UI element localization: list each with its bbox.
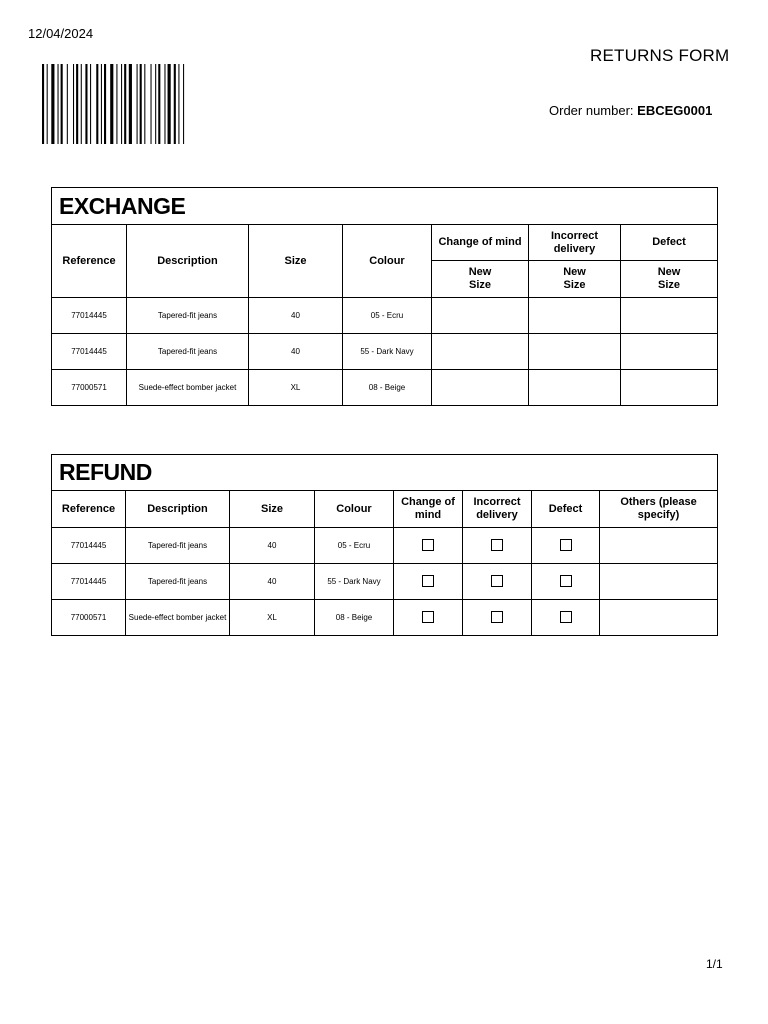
exchange-col-defect: Defect — [621, 225, 718, 261]
table-row — [52, 334, 718, 370]
row-colour: 08 - Beige — [315, 600, 394, 636]
incorrect-delivery-checkbox[interactable] — [491, 611, 503, 623]
change-of-mind-checkbox[interactable] — [422, 539, 434, 551]
exchange-table — [51, 187, 718, 406]
incorrect-delivery-cell — [463, 600, 532, 636]
exchange-new-size-label: New Size — [432, 261, 529, 298]
row-reference: 77014445 — [52, 298, 127, 334]
row-size: XL — [249, 370, 343, 406]
change-of-mind-cell — [394, 600, 463, 636]
defect-cell — [532, 528, 600, 564]
row-description: Suede-effect bomber jacket — [127, 370, 249, 406]
new-size-defect-field[interactable] — [621, 298, 718, 334]
others-field[interactable] — [600, 528, 718, 564]
page-number: 1/1 — [706, 957, 723, 971]
table-row — [52, 600, 718, 636]
exchange-col-reference: Reference — [52, 225, 127, 298]
table-row — [52, 528, 718, 564]
exchange-col-description: Description — [127, 225, 249, 298]
incorrect-delivery-cell — [463, 528, 532, 564]
exchange-new-size-label: New Size — [529, 261, 621, 298]
row-colour: 05 - Ecru — [343, 298, 432, 334]
refund-table — [51, 454, 718, 636]
table-row — [52, 564, 718, 600]
change-of-mind-checkbox[interactable] — [422, 611, 434, 623]
incorrect-delivery-checkbox[interactable] — [491, 575, 503, 587]
refund-col-others: Others (please specify) — [600, 491, 718, 528]
defect-cell — [532, 564, 600, 600]
defect-checkbox[interactable] — [560, 539, 572, 551]
row-reference: 77014445 — [52, 334, 127, 370]
exchange-col-size: Size — [249, 225, 343, 298]
refund-col-size: Size — [230, 491, 315, 528]
refund-col-defect: Defect — [532, 491, 600, 528]
table-row — [52, 370, 718, 406]
row-size: XL — [230, 600, 315, 636]
order-number-value: EBCEG0001 — [637, 103, 713, 118]
row-size: 40 — [230, 564, 315, 600]
defect-checkbox[interactable] — [560, 575, 572, 587]
row-colour: 55 - Dark Navy — [343, 334, 432, 370]
row-size: 40 — [230, 528, 315, 564]
row-reference: 77000571 — [52, 370, 127, 406]
row-size: 40 — [249, 298, 343, 334]
others-field[interactable] — [600, 564, 718, 600]
new-size-incorrect-delivery-field[interactable] — [529, 298, 621, 334]
row-size: 40 — [249, 334, 343, 370]
refund-col-change-of-mind: Change of mind — [394, 491, 463, 528]
refund-col-description: Description — [126, 491, 230, 528]
new-size-incorrect-delivery-field[interactable] — [529, 370, 621, 406]
exchange-new-size-label: New Size — [621, 261, 718, 298]
exchange-col-colour: Colour — [343, 225, 432, 298]
row-description: Suede-effect bomber jacket — [126, 600, 230, 636]
row-description: Tapered-fit jeans — [127, 334, 249, 370]
refund-col-reference: Reference — [52, 491, 126, 528]
refund-col-colour: Colour — [315, 491, 394, 528]
refund-title: REFUND — [52, 455, 718, 491]
refund-col-incorrect-delivery: Incorrect delivery — [463, 491, 532, 528]
row-description: Tapered-fit jeans — [127, 298, 249, 334]
new-size-change-of-mind-field[interactable] — [432, 334, 529, 370]
exchange-title: EXCHANGE — [52, 188, 718, 225]
table-row — [52, 298, 718, 334]
print-date: 12/04/2024 — [28, 26, 94, 41]
new-size-change-of-mind-field[interactable] — [432, 370, 529, 406]
row-description: Tapered-fit jeans — [126, 564, 230, 600]
row-reference: 77000571 — [52, 600, 126, 636]
others-field[interactable] — [600, 600, 718, 636]
barcode-icon — [42, 64, 222, 144]
row-reference: 77014445 — [52, 564, 126, 600]
new-size-incorrect-delivery-field[interactable] — [529, 334, 621, 370]
row-colour: 08 - Beige — [343, 370, 432, 406]
defect-cell — [532, 600, 600, 636]
new-size-defect-field[interactable] — [621, 370, 718, 406]
new-size-defect-field[interactable] — [621, 334, 718, 370]
new-size-change-of-mind-field[interactable] — [432, 298, 529, 334]
change-of-mind-cell — [394, 528, 463, 564]
defect-checkbox[interactable] — [560, 611, 572, 623]
change-of-mind-cell — [394, 564, 463, 600]
incorrect-delivery-cell — [463, 564, 532, 600]
order-number-label: Order number: — [549, 103, 634, 118]
row-colour: 05 - Ecru — [315, 528, 394, 564]
change-of-mind-checkbox[interactable] — [422, 575, 434, 587]
page-title: RETURNS FORM — [590, 46, 730, 65]
incorrect-delivery-checkbox[interactable] — [491, 539, 503, 551]
row-description: Tapered-fit jeans — [126, 528, 230, 564]
exchange-col-change-of-mind: Change of mind — [432, 225, 529, 261]
row-colour: 55 - Dark Navy — [315, 564, 394, 600]
order-number-line — [549, 103, 712, 118]
exchange-col-incorrect-delivery: Incorrect delivery — [529, 225, 621, 261]
row-reference: 77014445 — [52, 528, 126, 564]
